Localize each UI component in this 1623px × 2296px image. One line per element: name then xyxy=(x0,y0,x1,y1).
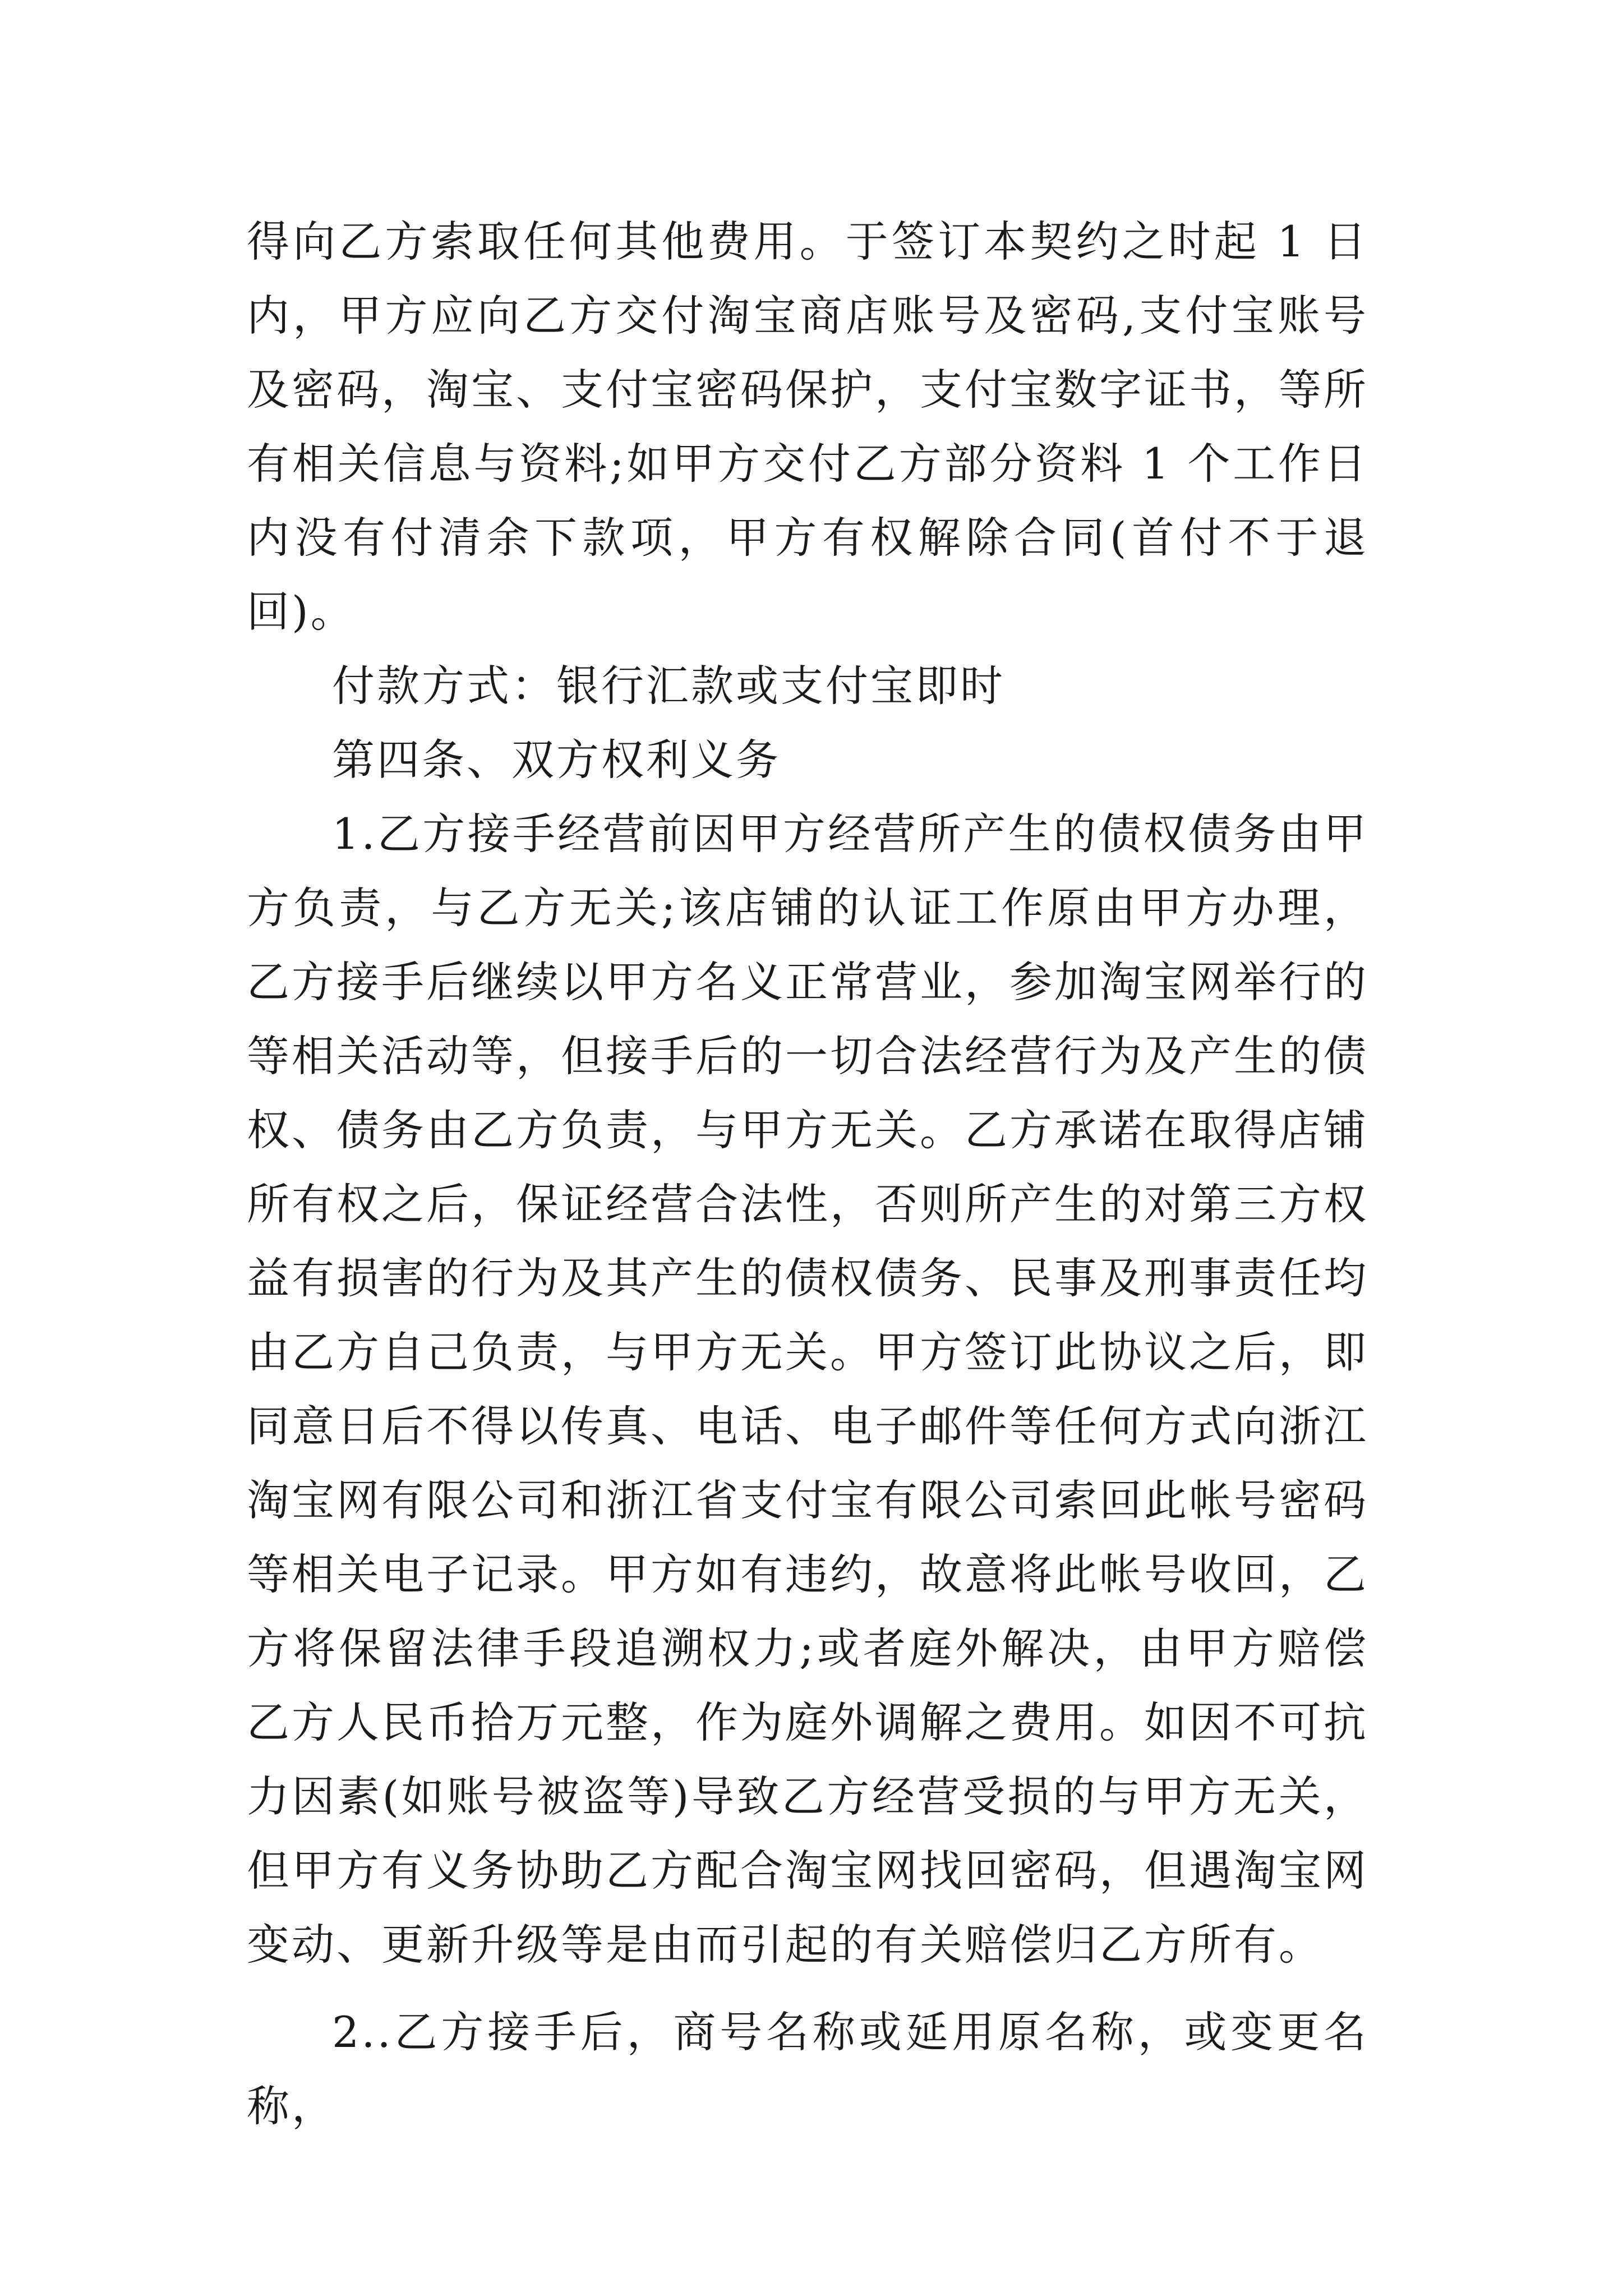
section-heading-rights-obligations: 第四条、双方权利义务 xyxy=(332,735,781,785)
paragraph-clause-1: 1.乙方接手经营前因甲方经营所产生的债权债务由甲方负责，与乙方无关;该店铺的认证工作原由甲方办理，乙方接手后继续以甲方名义正常营业，参加淘宝网举行的等相关活动等，但接手后的一切合法经营行为及产生的债权、债务由乙方负责，与甲方无关。乙方承诺在取得店铺所有权之后，保证经营合法性，否则所产生的对第三方权益有损害的行为及其产生的债权债务、民事及刑事责任均由乙方自己负责，与甲方无关。甲方签订此协议之后，即同意日后不得以传真、电话、电子邮件等任何方式向浙江淘宝网有限公司和浙江省支付宝有限公司索回此帐号密码等相关电子记录。甲方如有违约，故意将此帐号收回，乙方将保留法律手段追溯权力;或者庭外解决，由甲方赔偿乙方人民币拾万元整，作为庭外调解之费用。如因不可抗力因素(如账号被盗等)导致乙方经营受损的与甲方无关，但甲方有义务协助乙方配合淘宝网找回密码，但遇淘宝网变动、更新升级等是由而引起的有关赔偿归乙方所有。 xyxy=(247,809,1368,1970)
paragraph-clause-2: 2..乙方接手后，商号名称或延用原名称，或变更名称， xyxy=(247,2007,1368,2131)
paragraph-payment-terms: 得向乙方索取任何其他费用。于签订本契约之时起 1 日内，甲方应向乙方交付淘宝商店账号及密码,支付宝账号及密码，淘宝、支付宝密码保护，支付宝数字证书，等所有相关信息与资料;如甲方交付乙方部分资料 1 个工作日内没有付清余下款项，甲方有权解除合同(首付不于退回)。 xyxy=(247,217,1368,637)
contract-body xyxy=(247,205,1368,2143)
paragraph-payment-method: 付款方式：银行汇款或支付宝即时 xyxy=(332,661,1005,711)
